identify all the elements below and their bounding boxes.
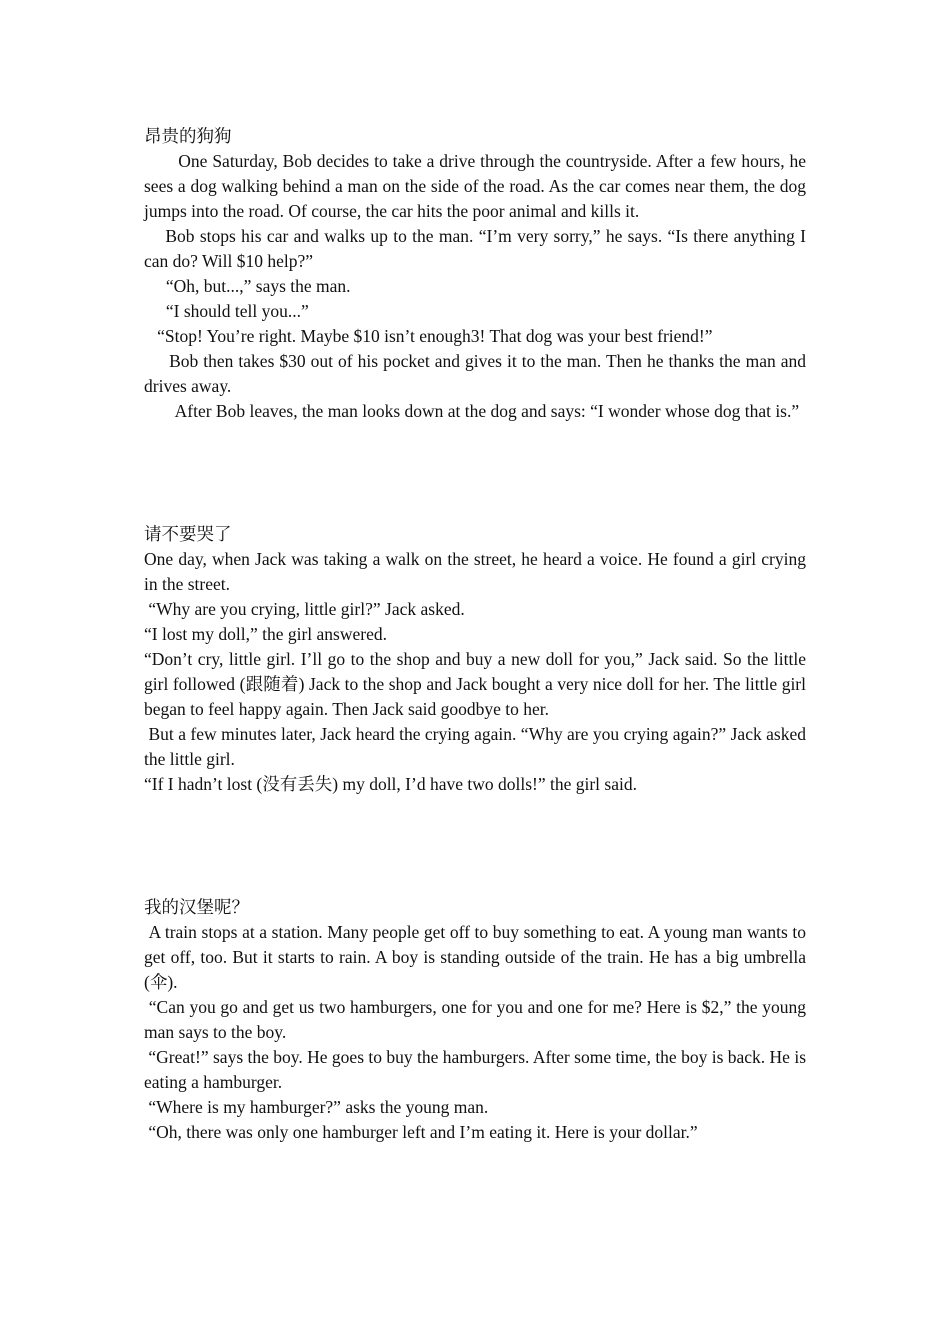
story-paragraph: One Saturday, Bob decides to take a drive through the countryside. After a few hours, he sees a dog walking behind a man on the side of the road. As the car comes near them, the dog jumps into the road. Of course, the car hits the poor animal and kills it.: [144, 151, 811, 221]
story-paragraph: “I should tell you...”: [144, 301, 309, 321]
story-paragraph: “Don’t cry, little girl. I’ll go to the shop and buy a new doll for you,” Jack said. So the little girl followed (跟随着) Jack to the shop and Jack bought a very nice doll for her. The little girl began to feel happy again. Then Jack said goodbye to her.: [144, 649, 811, 719]
story-please-dont-cry: [144, 522, 811, 797]
story-paragraph: “Can you go and get us two hamburgers, one for you and one for me? Here is $2,” the young man says to the boy.: [144, 997, 811, 1042]
story-paragraph: After Bob leaves, the man looks down at the dog and says: “I wonder whose dog that is.”: [144, 401, 800, 421]
story-title: 请不要哭了: [144, 524, 232, 544]
story-paragraph: A train stops at a station. Many people get off to buy something to eat. A young man wants to get off, too. But it starts to rain. A boy is standing outside of the train. He has a big umbrella (伞).: [144, 922, 811, 992]
story-paragraph: “Where is my hamburger?” asks the young man.: [144, 1097, 489, 1117]
story-paragraph: “Stop! You’re right. Maybe $10 isn’t enough3! That dog was your best friend!”: [144, 326, 713, 346]
story-expensive-dog: [144, 124, 811, 424]
story-paragraph: “Oh, there was only one hamburger left and I’m eating it. Here is your dollar.”: [144, 1122, 698, 1142]
story-paragraph: “Why are you crying, little girl?” Jack asked.: [144, 599, 465, 619]
story-paragraph: “Oh, but...,” says the man.: [144, 276, 351, 296]
story-paragraph: But a few minutes later, Jack heard the crying again. “Why are you crying again?” Jack asked the little girl.: [144, 724, 811, 769]
story-paragraph: Bob then takes $30 out of his pocket and gives it to the man. Then he thanks the man and drives away.: [144, 351, 811, 396]
story-paragraph: “I lost my doll,” the girl answered.: [144, 624, 387, 644]
story-where-is-my-hamburger: [144, 895, 811, 1145]
story-paragraph: Bob stops his car and walks up to the man. “I’m very sorry,” he says. “Is there anything I can do? Will $10 help?”: [144, 226, 811, 271]
section-spacer: [144, 797, 806, 895]
story-title: 我的汉堡呢？: [144, 897, 249, 917]
story-paragraph: “Great!” says the boy. He goes to buy the hamburgers. After some time, the boy is back. He is eating a hamburger.: [144, 1047, 811, 1092]
story-title: 昂贵的狗狗: [144, 126, 232, 146]
document-page: [144, 124, 811, 1145]
story-paragraph: “If I hadn’t lost (没有丢失) my doll, I’d have two dolls!” the girl said.: [144, 774, 637, 794]
section-spacer: [144, 424, 806, 522]
story-paragraph: One day, when Jack was taking a walk on the street, he heard a voice. He found a girl crying in the street.: [144, 549, 811, 594]
